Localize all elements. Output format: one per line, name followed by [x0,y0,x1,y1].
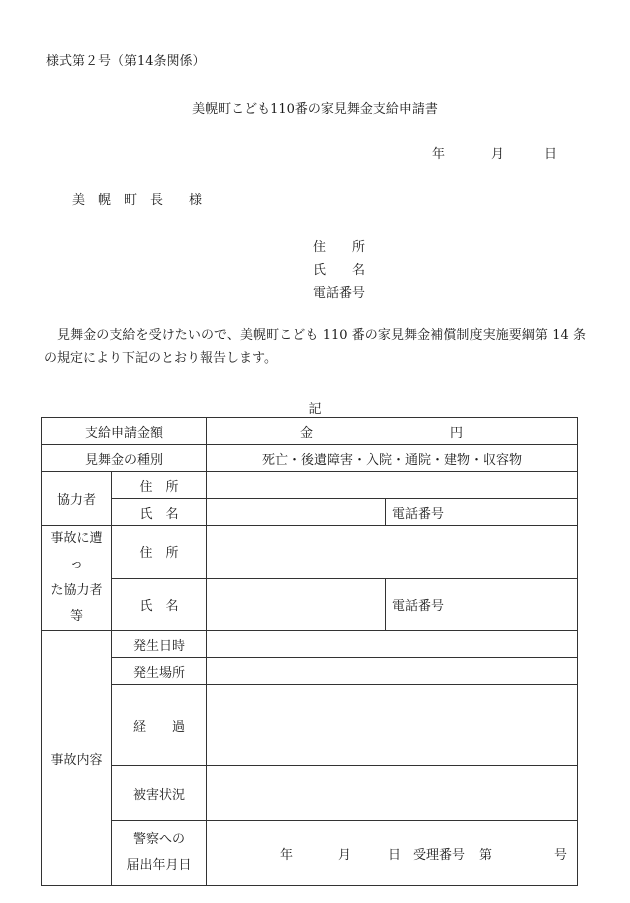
progress-field[interactable] [207,685,578,766]
victim-label-line1: 事故に遭っ [50,531,103,572]
receipt-go: 号 [554,847,568,863]
type-row [42,445,578,472]
victim-address-label: 住 所 [112,526,207,579]
amount-label: 支給申請金額 [42,418,207,445]
victim-name-row [42,578,578,631]
damage-label: 被害状況 [112,766,207,821]
occurred-datetime-row [42,631,578,658]
progress-label: 経 過 [112,685,207,766]
cooperator-phone-label: 電話番号 [392,506,445,522]
date-year: 年 [432,147,446,162]
cooperator-label: 協力者 [42,472,112,526]
police-month: 月 [338,847,352,863]
receipt-dai: 第 [479,847,493,863]
police-label-line1: 警察への [133,832,186,847]
date-month: 月 [491,147,505,162]
addressee: 美 幌 町 長 様 [72,193,203,208]
accident-label: 事故内容 [42,631,112,886]
victim-phone-label: 電話番号 [392,598,445,614]
form-number: 様式第２号（第14条関係） [46,54,206,69]
victim-address-row [42,526,578,579]
progress-row [42,685,578,766]
cooperator-phone-field[interactable] [386,499,578,526]
applicant-phone-label: 電話番号 [313,286,366,301]
victim-name-field[interactable] [207,578,386,631]
victim-label-line2: た協力者等 [50,583,103,624]
type-label: 見舞金の種別 [42,445,207,472]
police-label-line2: 届出年月日 [126,858,192,873]
amount-prefix: 金 [300,425,314,441]
victim-name-label: 氏 名 [112,578,207,631]
cooperator-address-row [42,472,578,499]
applicant-address-label: 住 所 [313,240,366,255]
occurred-place-field[interactable] [207,658,578,685]
occurred-datetime-field[interactable] [207,631,578,658]
occurred-datetime-label: 発生日時 [112,631,207,658]
victim-phone-field[interactable] [386,578,578,631]
cooperator-name-row [42,499,578,526]
applicant-name-label: 氏 名 [313,263,366,278]
victim-address-field[interactable] [207,526,578,579]
police-day: 日 [388,847,402,863]
type-options[interactable]: 死亡・後遺障害・入院・通院・建物・収容物 [207,445,578,472]
damage-field[interactable] [207,766,578,821]
cooperator-name-label: 氏 名 [112,499,207,526]
statement-text: 見舞金の支給を受けたいので、美幌町こども 110 番の家見舞金補償制度実施要綱第 14 条の規定により下記のとおり報告します。 [44,328,586,366]
date-day: 日 [544,147,558,162]
cooperator-address-label: 住 所 [112,472,207,499]
police-field[interactable] [207,821,578,886]
victim-label [42,526,112,631]
amount-unit: 円 [450,425,464,441]
date-line [432,143,557,162]
cooperator-address-field[interactable] [207,472,578,499]
statement [44,324,586,370]
receipt-number-label: 受理番号 [413,847,466,863]
amount-row [42,418,578,445]
ki-heading: 記 [308,402,322,417]
document-title: 美幌町こども110番の家見舞金支給申請書 [192,102,438,117]
application-table [41,417,578,886]
damage-row [42,766,578,821]
amount-field[interactable] [207,418,578,445]
cooperator-name-field[interactable] [207,499,386,526]
police-year: 年 [280,847,294,863]
police-label [112,821,207,886]
occurred-place-row [42,658,578,685]
occurred-place-label: 発生場所 [112,658,207,685]
applicant-fields [313,236,365,305]
police-row [42,821,578,886]
